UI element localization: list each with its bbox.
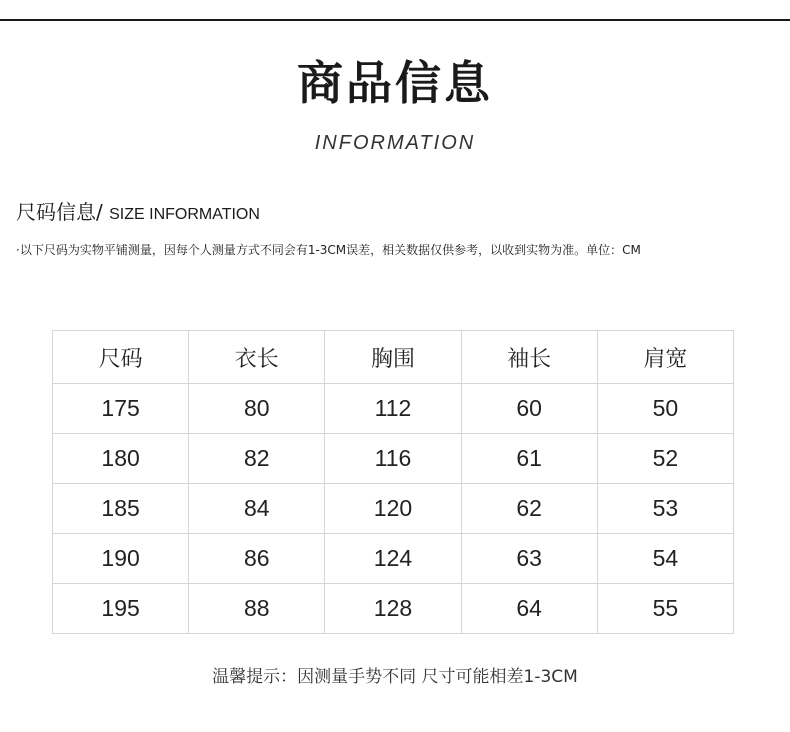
table-cell: 124 — [325, 534, 461, 584]
table-cell: 180 — [53, 434, 189, 484]
table-cell: 61 — [461, 434, 597, 484]
table-cell: 88 — [189, 584, 325, 634]
section-heading-en: SIZE INFORMATION — [109, 206, 260, 223]
table-cell: 63 — [461, 534, 597, 584]
measurement-note: ·以下尺码为实物平铺测量，因每个人测量方式不同会有1-3CM误差，相关数据仅供参考，以收到实物为准。单位：CM — [16, 243, 641, 257]
table-cell: 120 — [325, 484, 461, 534]
table-cell: 175 — [53, 384, 189, 434]
table-cell: 54 — [597, 534, 733, 584]
footer-tip: 温馨提示：因测量手势不同 尺寸可能相差1-3CM — [212, 667, 578, 687]
table-cell: 112 — [325, 384, 461, 434]
top-divider — [0, 19, 790, 21]
table-cell: 84 — [189, 484, 325, 534]
table-cell: 116 — [325, 434, 461, 484]
table-cell: 52 — [597, 434, 733, 484]
page-subtitle: INFORMATION — [314, 132, 476, 154]
table-row — [53, 534, 734, 584]
table-cell: 190 — [53, 534, 189, 584]
table-cell: 195 — [53, 584, 189, 634]
header-size: 尺码 — [53, 331, 189, 384]
header-shoulder: 肩宽 — [597, 331, 733, 384]
header-chest: 胸围 — [325, 331, 461, 384]
table-cell: 53 — [597, 484, 733, 534]
table-cell: 60 — [461, 384, 597, 434]
table-header-row — [53, 331, 734, 384]
table-cell: 185 — [53, 484, 189, 534]
table-row — [53, 434, 734, 484]
section-heading — [16, 196, 260, 225]
table-cell: 128 — [325, 584, 461, 634]
table-cell: 64 — [461, 584, 597, 634]
table-cell: 62 — [461, 484, 597, 534]
page-title: 商品信息 — [297, 56, 493, 110]
table-cell: 80 — [189, 384, 325, 434]
table-cell: 50 — [597, 384, 733, 434]
section-heading-cn: 尺码信息 — [16, 200, 96, 224]
section-heading-separator: / — [96, 200, 103, 224]
table-cell: 86 — [189, 534, 325, 584]
table-row — [53, 384, 734, 434]
table-cell: 82 — [189, 434, 325, 484]
header-length: 衣长 — [189, 331, 325, 384]
table-row — [53, 584, 734, 634]
size-table — [52, 330, 734, 634]
table-cell: 55 — [597, 584, 733, 634]
table-row — [53, 484, 734, 534]
header-sleeve: 袖长 — [461, 331, 597, 384]
